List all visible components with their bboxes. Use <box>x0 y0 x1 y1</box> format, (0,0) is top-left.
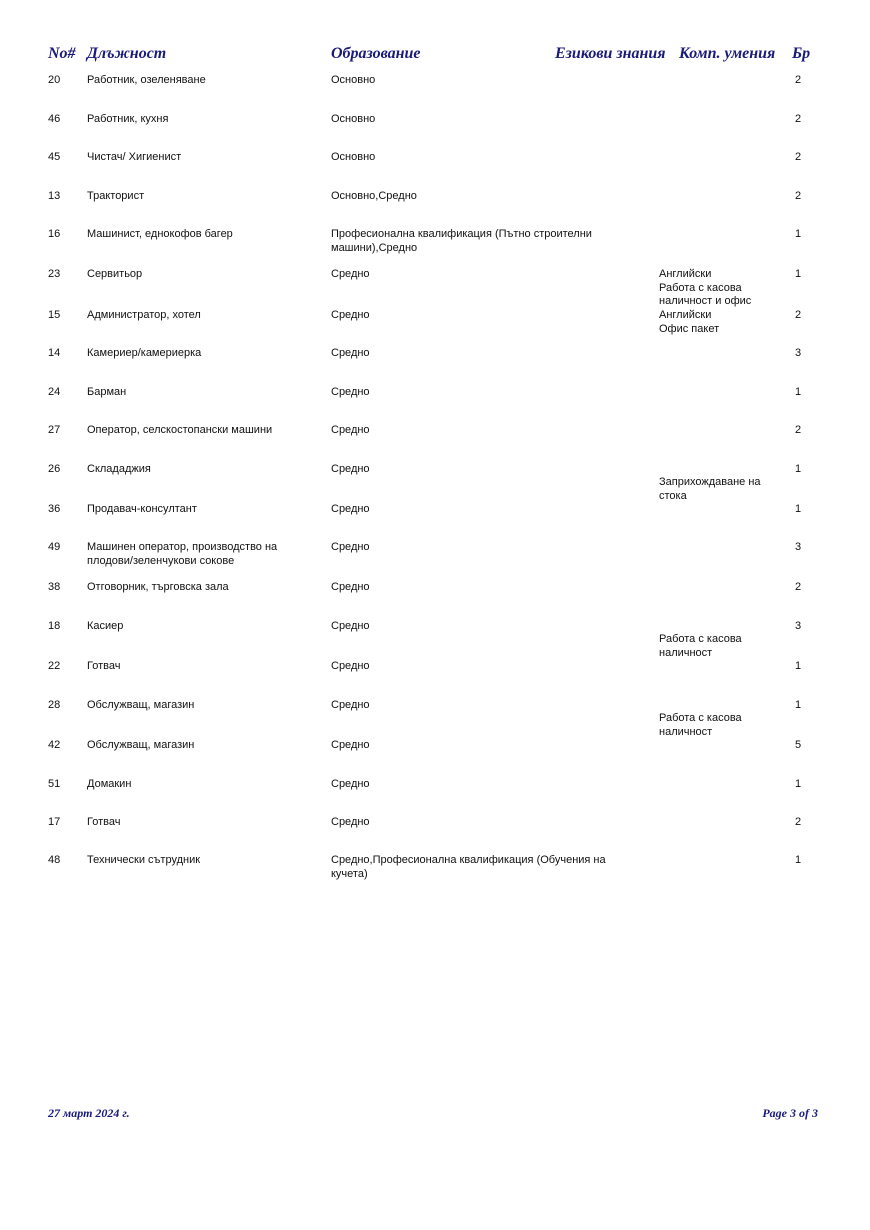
row-count: 1 <box>795 660 802 672</box>
row-position: Машинен оператор, производство на плодови/зеленчукови сокове <box>87 541 278 567</box>
row-count: 2 <box>795 581 802 593</box>
row-education: Средно <box>331 503 370 515</box>
row-education: Основно <box>331 113 376 125</box>
header-position: Длъжност <box>87 45 167 62</box>
header-education: Образование <box>331 45 421 62</box>
row-education: Основно <box>331 74 376 86</box>
row-count: 2 <box>795 151 802 163</box>
row-position: Машинист, еднокофов багер <box>87 228 233 240</box>
row-number: 38 <box>48 581 61 593</box>
row-number: 51 <box>48 778 61 790</box>
row-count: 2 <box>795 309 802 321</box>
row-number: 17 <box>48 816 61 828</box>
row-number: 15 <box>48 309 61 321</box>
row-count: 5 <box>795 739 802 751</box>
row-position: Домакин <box>87 778 132 790</box>
row-education: Средно <box>331 463 370 475</box>
row-position: Технически сътрудник <box>87 854 201 866</box>
row-number: 49 <box>48 541 61 553</box>
row-number: 45 <box>48 151 61 163</box>
row-education: Средно,Професионална квалификация (Обучения на кучета) <box>331 854 606 880</box>
computer-skills-note: Работа с касова наличност <box>659 633 742 659</box>
footer-page-number: Page 3 of 3 <box>762 1106 818 1120</box>
row-count: 2 <box>795 816 802 828</box>
row-education: Средно <box>331 268 370 280</box>
header-no: No# <box>48 45 76 62</box>
row-computer-skills: Английски Работа с касова наличност и офис <box>659 268 752 308</box>
header-count: Бр <box>792 45 811 62</box>
row-number: 13 <box>48 190 61 202</box>
row-education: Средно <box>331 739 370 751</box>
row-count: 1 <box>795 228 802 240</box>
row-number: 16 <box>48 228 61 240</box>
row-count: 2 <box>795 113 802 125</box>
row-education: Професионална квалификация (Пътно строителни машини),Средно <box>331 228 592 254</box>
row-position: Продавач-консултант <box>87 503 197 515</box>
row-education: Средно <box>331 581 370 593</box>
row-education: Средно <box>331 620 370 632</box>
computer-skills-note: Заприхождаване на стока <box>659 476 761 502</box>
footer-date: 27 март 2024 г. <box>48 1106 130 1120</box>
row-education: Основно <box>331 151 376 163</box>
row-count: 2 <box>795 74 802 86</box>
row-position: Обслужващ, магазин <box>87 739 195 751</box>
row-count: 1 <box>795 503 802 515</box>
row-number: 22 <box>48 660 61 672</box>
row-education: Средно <box>331 541 370 553</box>
row-education: Средно <box>331 816 370 828</box>
row-education: Средно <box>331 660 370 672</box>
row-count: 3 <box>795 620 802 632</box>
row-count: 1 <box>795 778 802 790</box>
row-number: 36 <box>48 503 61 515</box>
row-count: 1 <box>795 386 802 398</box>
computer-skills-note: Работа с касова наличност <box>659 712 742 738</box>
row-position: Камериер/камериерка <box>87 347 202 359</box>
row-number: 23 <box>48 268 61 280</box>
row-education: Средно <box>331 386 370 398</box>
row-count: 2 <box>795 424 802 436</box>
row-position: Чистач/ Хигиенист <box>87 151 182 163</box>
row-number: 24 <box>48 386 61 398</box>
row-count: 1 <box>795 463 802 475</box>
row-number: 18 <box>48 620 61 632</box>
row-position: Работник, кухня <box>87 113 169 125</box>
row-computer-skills: Английски Офис пакет <box>659 309 720 335</box>
row-number: 27 <box>48 424 61 436</box>
row-count: 3 <box>795 347 802 359</box>
row-number: 46 <box>48 113 61 125</box>
row-position: Тракторист <box>87 190 145 202</box>
row-education: Средно <box>331 778 370 790</box>
row-position: Касиер <box>87 620 124 632</box>
row-position: Готвач <box>87 660 121 672</box>
row-education: Средно <box>331 309 370 321</box>
row-position: Барман <box>87 386 127 398</box>
row-count: 2 <box>795 190 802 202</box>
row-count: 3 <box>795 541 802 553</box>
row-number: 20 <box>48 74 61 86</box>
row-position: Сервитьор <box>87 268 143 280</box>
row-position: Обслужващ, магазин <box>87 699 195 711</box>
row-education: Средно <box>331 424 370 436</box>
row-education: Средно <box>331 699 370 711</box>
row-number: 14 <box>48 347 61 359</box>
row-number: 42 <box>48 739 61 751</box>
header-computer-skills: Комп. умения <box>679 45 776 62</box>
row-number: 28 <box>48 699 61 711</box>
row-count: 1 <box>795 854 802 866</box>
row-number: 26 <box>48 463 61 475</box>
row-position: Работник, озеленяване <box>87 74 206 86</box>
row-position: Отговорник, търговска зала <box>87 581 229 593</box>
row-count: 1 <box>795 699 802 711</box>
row-position: Оператор, селскостопански машини <box>87 424 273 436</box>
row-number: 48 <box>48 854 61 866</box>
row-education: Основно,Средно <box>331 190 417 202</box>
row-position: Администратор, хотел <box>87 309 201 321</box>
header-languages: Езикови знания <box>555 45 666 62</box>
row-position: Склададжия <box>87 463 151 475</box>
row-education: Средно <box>331 347 370 359</box>
row-count: 1 <box>795 268 802 280</box>
row-position: Готвач <box>87 816 121 828</box>
